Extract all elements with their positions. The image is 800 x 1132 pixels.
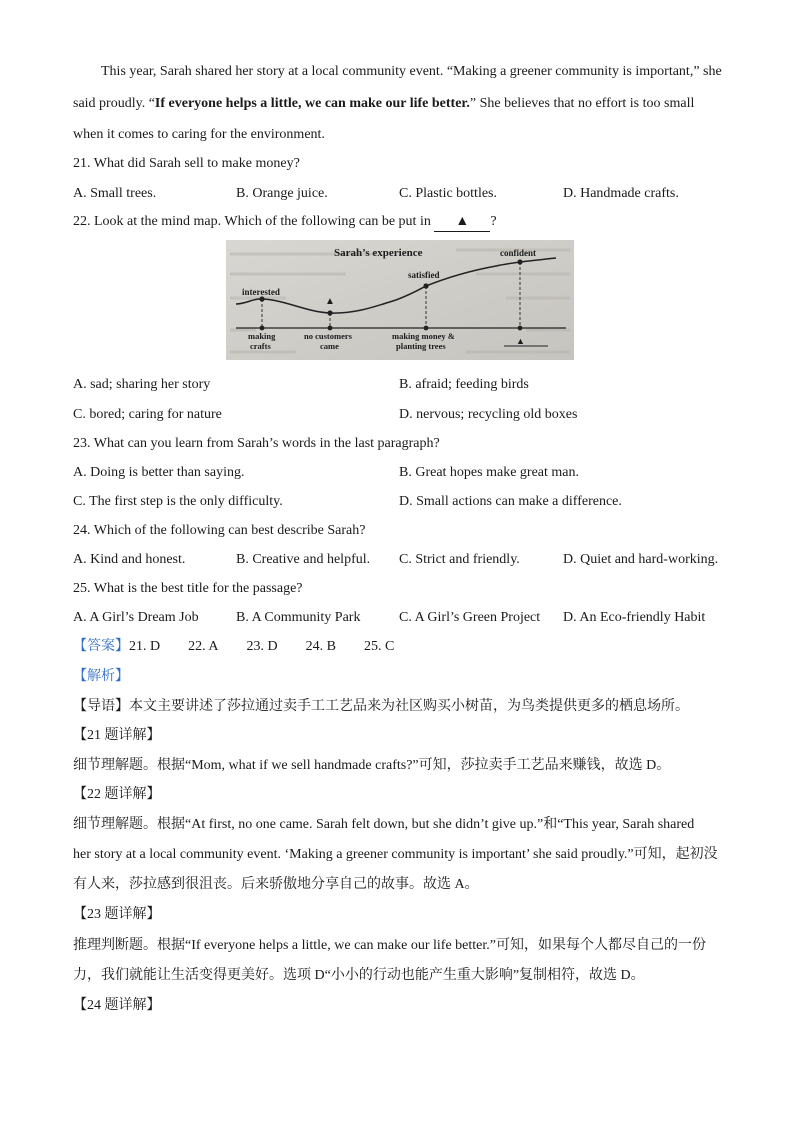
detail-23-heading: 【23 题详解】: [73, 907, 161, 922]
mind-map-feeling-1: interested: [242, 287, 280, 297]
detail-22-heading: 【22 题详解】: [73, 787, 161, 802]
question-23-option-a: A. Doing is better than saying.: [73, 465, 245, 480]
detail-22-line-2: her story at a local community event. ‘Making a greener community is important’ she said proudly.”可知，起初没: [73, 847, 718, 862]
mind-map-feeling-3: satisfied: [408, 270, 440, 280]
question-25-option-a: A. A Girl’s Dream Job: [73, 610, 199, 625]
mind-map-event-1a: making: [248, 331, 276, 341]
question-24-stem: 24. Which of the following can best describe Sarah?: [73, 523, 366, 538]
guide-label: 【导语】: [73, 699, 129, 714]
mind-map-event-2a: no customers: [304, 331, 352, 341]
mind-map-event-3b: planting trees: [396, 341, 446, 351]
passage-line-2: [73, 95, 694, 113]
passage-text: ” She believes that no effort is too small: [469, 96, 695, 111]
mind-map-event-4-triangle: ▲: [516, 336, 525, 346]
passage-line-1: This year, Sarah shared her story at a local community event. “Making a greener community is important,” she: [101, 64, 722, 79]
question-24-option-b: B. Creative and helpful.: [236, 552, 371, 567]
detail-22-line-3: 有人来，莎拉感到很沮丧。后来骄傲地分享自己的故事。故选 A。: [73, 877, 479, 892]
mind-map-title: Sarah’s experience: [334, 247, 423, 259]
mind-map-feeling-4: confident: [500, 248, 536, 258]
question-21-option-d: D. Handmade crafts.: [563, 186, 679, 201]
mind-map-event-2b: came: [320, 341, 339, 351]
analysis-label: 【解析】: [73, 669, 129, 684]
detail-21-heading: 【21 题详解】: [73, 728, 161, 743]
answer-item: 24. B: [305, 639, 336, 654]
passage-quote-bold: If everyone helps a little, we can make our life better.: [154, 96, 470, 111]
guide-paragraph: [73, 698, 689, 716]
detail-22-line-1: 细节理解题。根据“At first, no one came. Sarah felt down, but she didn’t give up.”和“This year, Sarah shared: [73, 817, 695, 832]
question-25-stem: 25. What is the best title for the passage?: [73, 581, 303, 596]
passage-line-3: when it comes to caring for the environment.: [73, 127, 325, 142]
answer-label: 【答案】: [73, 639, 129, 654]
question-24-option-c: C. Strict and friendly.: [399, 552, 520, 567]
detail-21-line-1: 细节理解题。根据“Mom, what if we sell handmade crafts?”可知，莎拉卖手工艺品来赚钱，故选 D。: [73, 758, 671, 773]
question-23-stem: 23. What can you learn from Sarah’s words in the last paragraph?: [73, 436, 440, 451]
question-22-option-a: A. sad; sharing her story: [73, 377, 211, 392]
answer-item: 21. D: [129, 639, 161, 654]
mind-map-event-3a: making money &: [392, 331, 455, 341]
question-21-option-b: B. Orange juice.: [236, 186, 328, 201]
answer-blank: ▲: [434, 213, 490, 232]
question-24-option-d: D. Quiet and hard-working.: [563, 552, 719, 567]
question-23-option-d: D. Small actions can make a difference.: [399, 494, 622, 509]
answer-item: 22. A: [188, 639, 219, 654]
question-23-option-c: C. The first step is the only difficulty.: [73, 494, 283, 509]
detail-23-line-1: 推理判断题。根据“If everyone helps a little, we can make our life better.”可知，如果每个人都尽自己的一份: [73, 938, 706, 953]
question-22-option-c: C. bored; caring for nature: [73, 407, 222, 422]
question-21-stem: 21. What did Sarah sell to make money?: [73, 156, 300, 171]
mind-map-event-1b: crafts: [250, 341, 271, 351]
question-22-stem-text: 22. Look at the mind map. Which of the following can be put in: [73, 214, 435, 229]
detail-24-heading: 【24 题详解】: [73, 998, 161, 1013]
question-25-option-d: D. An Eco-friendly Habit: [563, 610, 706, 625]
question-25-option-b: B. A Community Park: [236, 610, 361, 625]
question-24-option-a: A. Kind and honest.: [73, 552, 186, 567]
guide-text: 本文主要讲述了莎拉通过卖手工工艺品来为社区购买小树苗，为鸟类提供更多的栖息场所。: [129, 699, 689, 714]
question-22-option-d: D. nervous; recycling old boxes: [399, 407, 578, 422]
question-21-option-a: A. Small trees.: [73, 186, 157, 201]
mind-map-feeling-2-triangle: ▲: [325, 296, 335, 307]
question-22-stem: [73, 213, 497, 232]
detail-23-line-2: 力，我们就能让生活变得更美好。选项 D“小小的行动也能产生重大影响”复制相符，故选 D。: [73, 968, 645, 983]
passage-text: said proudly. “: [73, 96, 155, 111]
question-22-option-b: B. afraid; feeding birds: [399, 377, 529, 392]
question-23-option-b: B. Great hopes make great man.: [399, 465, 579, 480]
answer-item: 23. D: [246, 639, 278, 654]
answer-item: 25. C: [363, 639, 395, 654]
question-22-stem-end: ?: [490, 214, 497, 229]
question-25-option-c: C. A Girl’s Green Project: [399, 610, 541, 625]
mind-map-image: [226, 240, 574, 360]
answer-key: [73, 638, 394, 656]
question-21-option-c: C. Plastic bottles.: [399, 186, 497, 201]
mind-map-svg: [226, 240, 574, 360]
